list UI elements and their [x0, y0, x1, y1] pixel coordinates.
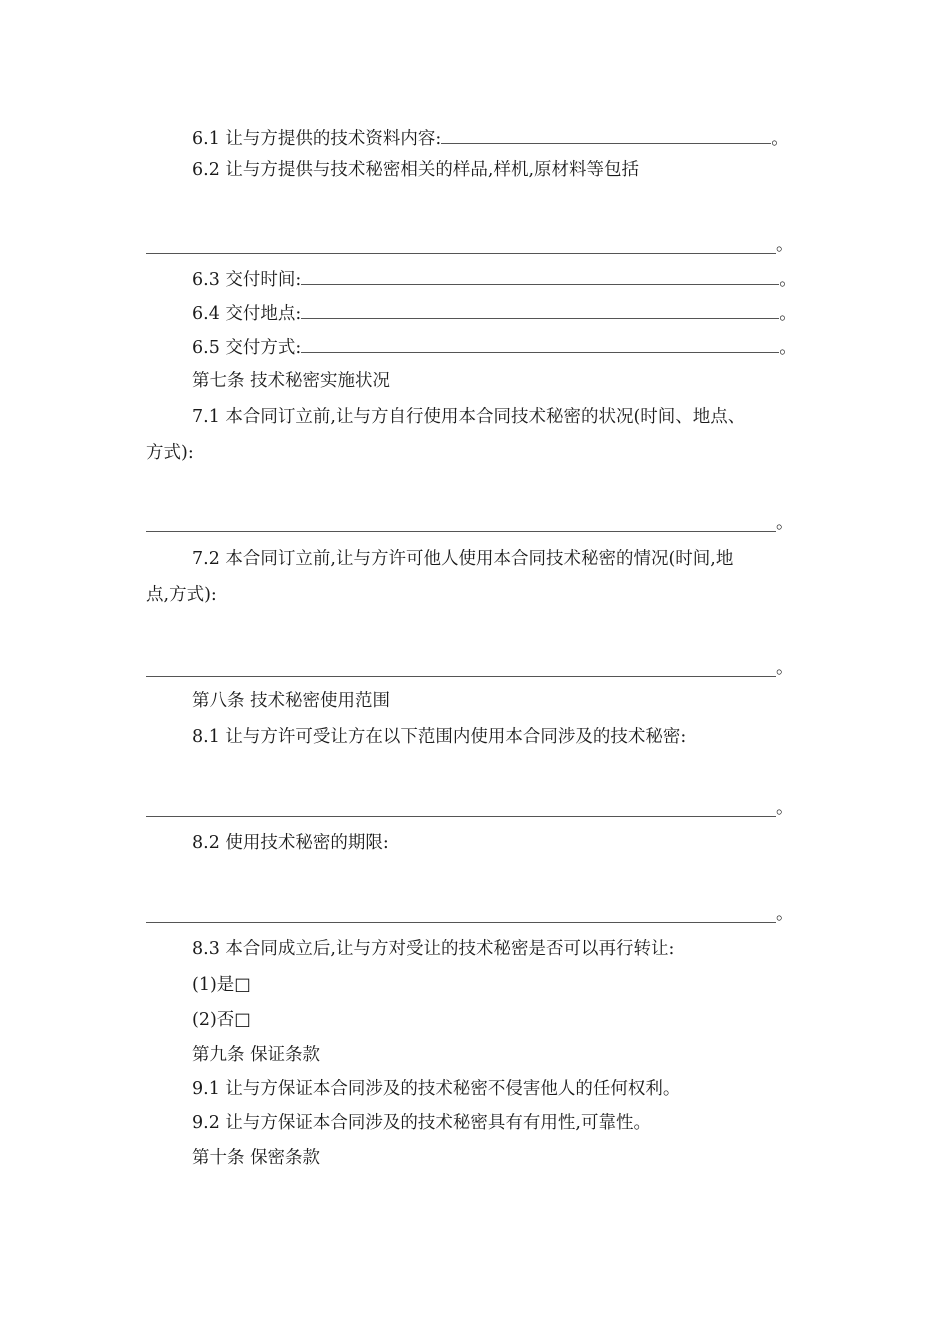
fill-blank-samples[interactable]: [146, 253, 776, 254]
clause-7-1-line1: 7.1 本合同订立前,让与方自行使用本合同技术秘密的状况(时间、地点、: [192, 407, 746, 427]
clause-9-1: 9.1 让与方保证本合同涉及的技术秘密不侵害他人的任何权利。: [192, 1079, 681, 1099]
article-7-heading: 第七条 技术秘密实施状况: [192, 371, 391, 391]
period: 。: [776, 798, 794, 818]
period: 。: [779, 270, 797, 290]
fill-blank-delivery-place[interactable]: [301, 301, 779, 319]
clause-6-1: [192, 126, 950, 151]
clause-6-2: 6.2 让与方提供与技术秘密相关的样品,样机,原材料等包括: [192, 160, 640, 180]
article-8-heading: 第八条 技术秘密使用范围: [192, 691, 391, 711]
period: 。: [776, 513, 794, 533]
article-9-heading: 第九条 保证条款: [192, 1045, 321, 1065]
fill-blank-tech-materials[interactable]: [441, 126, 771, 144]
clause-8-1: 8.1 让与方许可受让方在以下范围内使用本合同涉及的技术秘密:: [192, 727, 687, 747]
period: 。: [779, 338, 797, 358]
fill-blank-licensed-use-status[interactable]: [146, 676, 776, 677]
clause-8-3: 8.3 本合同成立后,让与方对受让的技术秘密是否可以再行转让:: [192, 939, 675, 959]
clause-7-2-line2: 点,方式):: [146, 585, 217, 605]
fill-blank-delivery-time[interactable]: [301, 267, 779, 285]
period: 。: [771, 129, 789, 149]
clause-6-5-label: 6.5 交付方式:: [192, 338, 302, 358]
period: 。: [779, 304, 797, 324]
clause-6-3: [192, 267, 950, 292]
clause-8-2: 8.2 使用技术秘密的期限:: [192, 833, 389, 853]
clause-6-4-label: 6.4 交付地点:: [192, 304, 302, 324]
clause-6-5: [192, 335, 950, 360]
clause-7-2-line1: 7.2 本合同订立前,让与方许可他人使用本合同技术秘密的情况(时间,地: [192, 549, 734, 569]
period: 。: [776, 904, 794, 924]
clause-9-2: 9.2 让与方保证本合同涉及的技术秘密具有有用性,可靠性。: [192, 1113, 651, 1133]
fill-blank-delivery-method[interactable]: [301, 335, 779, 353]
article-10-heading: 第十条 保密条款: [192, 1148, 321, 1168]
period: 。: [776, 658, 794, 678]
clause-6-3-label: 6.3 交付时间:: [192, 270, 302, 290]
fill-blank-self-use-status[interactable]: [146, 531, 776, 532]
clause-7-1-line2: 方式):: [146, 443, 194, 463]
clause-6-1-label: 6.1 让与方提供的技术资料内容:: [192, 129, 442, 149]
clause-6-4: [192, 301, 950, 326]
fill-blank-use-scope[interactable]: [146, 816, 776, 817]
option-no-checkbox[interactable]: (2)否□: [192, 1010, 251, 1030]
option-yes-checkbox[interactable]: (1)是□: [192, 975, 251, 995]
fill-blank-use-period[interactable]: [146, 922, 776, 923]
period: 。: [776, 235, 794, 255]
